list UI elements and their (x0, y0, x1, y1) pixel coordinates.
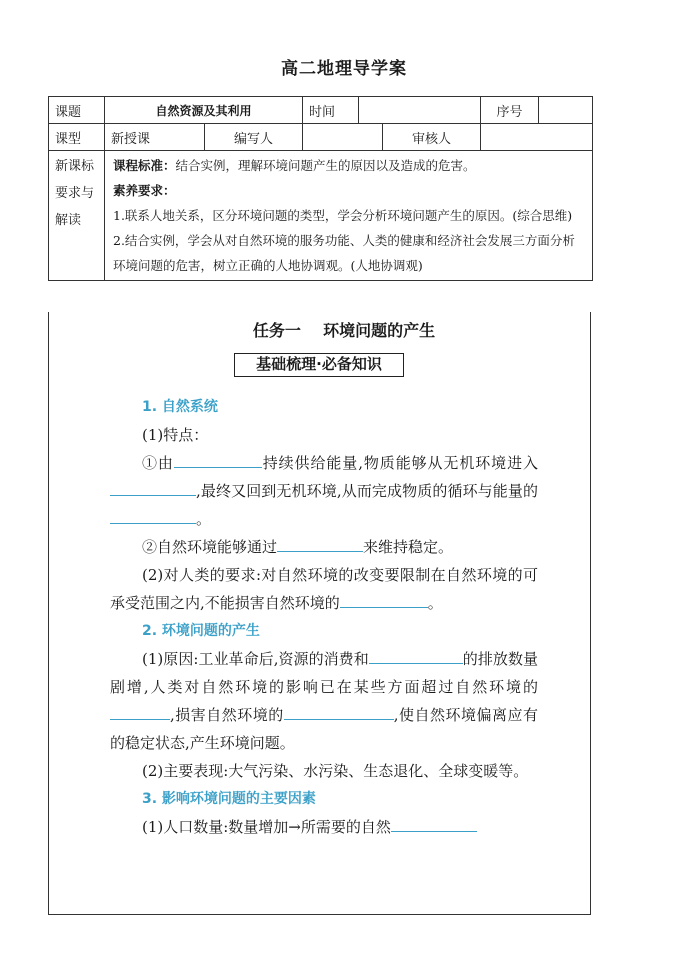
basics-heading: 基础梳理·必备知识 (234, 353, 404, 377)
seq-label: 序号 (481, 97, 539, 124)
body-text (110, 393, 538, 841)
section-heading-1: 1. 自然系统 (142, 399, 218, 415)
info-row-2 (49, 124, 593, 151)
paragraph: (2)对人类的要求:对自然环境的改变要限制在自然环境的可承受范围之内,不能损害自然环境的 。 (110, 566, 538, 612)
paragraph: (2)主要表现:大气污染、水污染、生态退化、全球变暖等。 (142, 762, 529, 780)
literacy-item-1: 1.联系人地关系，区分环境问题的类型，学会分析环境问题产生的原因。(综合思维) (113, 208, 573, 223)
author-value (303, 124, 383, 151)
literacy-item-2: 2.结合实例，学会从对自然环境的服务功能、人类的健康和经济社会发展三方面分析环境问题的危害，树立正确的人地协调观。(人地协调观) (113, 233, 575, 273)
fill-blank[interactable] (340, 589, 428, 608)
paragraph: ②自然环境能够通过 来维持稳定。 (110, 533, 538, 561)
topic-label: 课题 (49, 97, 105, 124)
fill-blank[interactable] (110, 505, 196, 524)
reviewer-label: 审核人 (383, 124, 481, 151)
paragraph: (1)人口数量:数量增加→所需要的自然 (110, 813, 538, 841)
fill-blank[interactable] (369, 645, 463, 664)
section-heading-3: 3. 影响环境问题的主要因素 (142, 791, 316, 807)
paragraph: (1)特点： (142, 426, 209, 444)
fill-blank[interactable] (110, 701, 170, 720)
standards-label: 新课标 要求与 解读 (49, 151, 105, 281)
task-title: 任务一 环境问题的产生 (252, 321, 436, 340)
paragraph: ①由 持续供给能量,物质能够从无机环境进入,最终又回到无机环境,从而完成物质的循环与能量的。 (110, 449, 538, 533)
standards-row (49, 151, 593, 281)
fill-blank[interactable] (284, 701, 394, 720)
fill-blank[interactable] (110, 477, 196, 496)
seq-value (539, 97, 593, 124)
info-table (48, 96, 593, 281)
fill-blank[interactable] (174, 449, 262, 468)
time-label: 时间 (303, 97, 359, 124)
topic-value: 自然资源及其利用 (105, 97, 303, 124)
fill-blank[interactable] (277, 533, 363, 552)
time-value (359, 97, 481, 124)
reviewer-value (481, 124, 593, 151)
paragraph: (1)原因:工业革命后,资源的消费和 的排放数量剧增,人类对自然环境的影响已在某些方面超过自然环境的,损害自然环境的 ,使自然环境偏离应有的稳定状态,产生环境问题。 (110, 645, 538, 757)
document-title: 高二地理导学案 (281, 59, 407, 79)
author-label: 编写人 (205, 124, 303, 151)
info-row-1 (49, 97, 593, 124)
standards-content: 课程标准：结合实例，理解环境问题产生的原因以及造成的危害。 素养要求： 1.联系人地关系，区分环境问题的类型，学会分析环境问题产生的原因。(综合思维) 2.结合实例，学会从对自然环境的服务功能、人类的健康和经济社会发展三方面分析环境问题的危害，树立正确的人地协调观。(人地协调观) (105, 151, 593, 281)
fill-blank[interactable] (391, 813, 477, 832)
type-value: 新授课 (105, 124, 205, 151)
section-heading-2: 2. 环境问题的产生 (142, 623, 260, 639)
type-label: 课型 (49, 124, 105, 151)
